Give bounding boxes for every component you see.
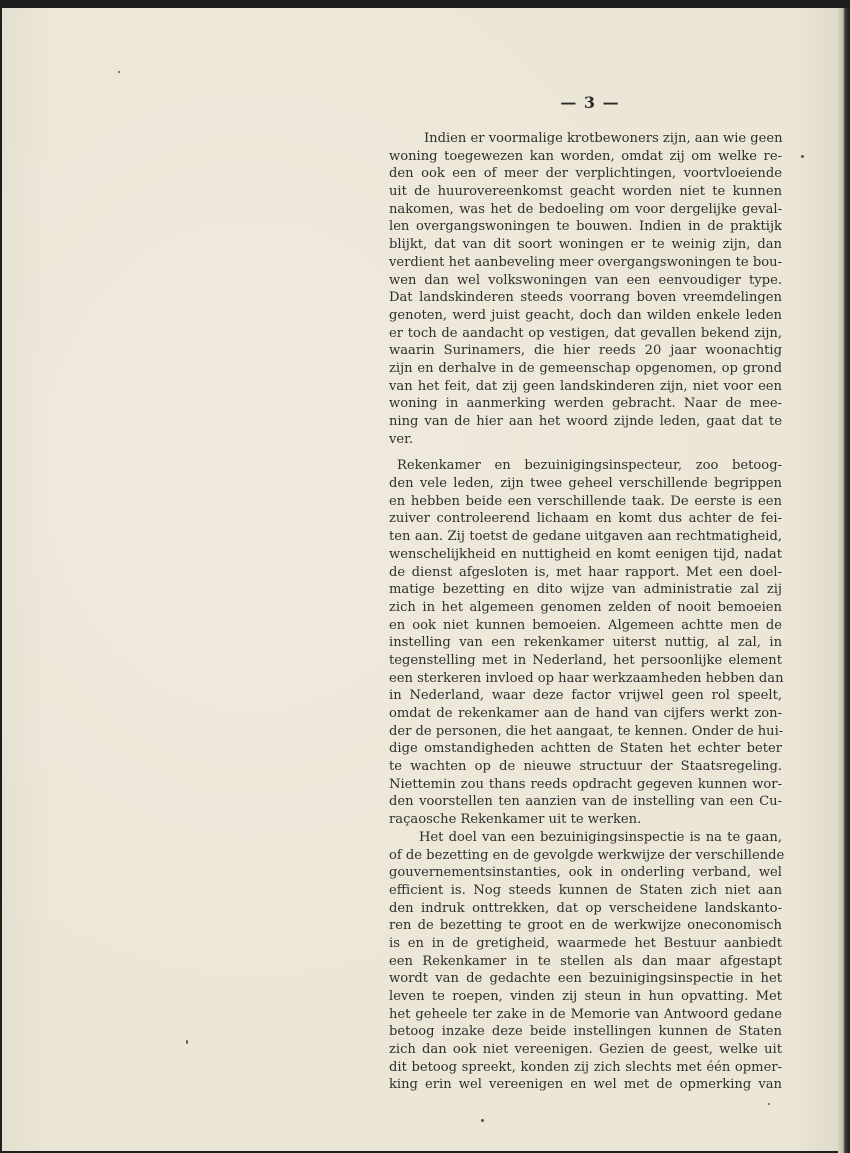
text-line: van het feit, dat zij geen landskinderen zijn, niet voor een	[389, 378, 782, 394]
text-line: is en in de gretigheid, waarmede het Bestuur aanbiedt	[389, 935, 782, 951]
text-line: len overgangswoningen te bouwen. Indien in de praktijk	[389, 219, 782, 235]
paper-speck	[801, 155, 804, 158]
text-line: een Rekenkamer in te stellen als dan maar afgestapt	[389, 953, 782, 969]
text-line: ver.	[389, 431, 414, 447]
text-line: ning van de hier aan het woord zijnde leden, gaat dat te	[389, 414, 782, 429]
text-line: waarin Surinamers, die hier reeds 20 jaar woonachtig	[389, 343, 782, 359]
text-line: den indruk onttrekken, dat op verscheidene landskanto-	[389, 900, 782, 916]
text-line: of de bezetting en de gevolgde werkwijze der verschillende	[389, 847, 785, 863]
paragraph-gap	[389, 448, 782, 457]
text-line: er toch de aandacht op vestigen, dat gevallen bekend zijn,	[389, 325, 782, 341]
text-line: tegenstelling met in Nederland, het persoonlijke element	[389, 652, 782, 668]
page-number: — 3 —	[560, 93, 620, 112]
text-line: Rekenkamer en bezuinigingsinspecteur, zoo betoog-	[397, 458, 782, 474]
text-column	[389, 130, 785, 1094]
text-line: matige bezetting en dito wijze van administratie zal zij	[389, 582, 782, 598]
paper-speck	[768, 1103, 770, 1105]
text-line: Dat landskinderen steeds voorrang boven vreemdelingen	[389, 290, 782, 306]
text-line: blijkt, dat van dit soort woningen er te weinig zijn, dan	[389, 237, 782, 253]
paper-speck	[186, 1040, 188, 1044]
text-line: uit de huurovereenkomst geacht worden niet te kunnen	[389, 184, 782, 200]
text-line: Het doel van een bezuinigingsinspectie is na te gaan,	[419, 829, 782, 845]
text-line: een sterkeren invloed op haar werkzaamheden hebben dan	[389, 670, 784, 686]
page-edge-shadow	[838, 8, 850, 1153]
text-line: omdat de rekenkamer aan de hand van cijfers werkt zon-	[389, 706, 782, 721]
text-line: dige omstandigheden achtten de Staten het echter beter	[389, 741, 782, 757]
text-line: wenschelijkheid en nuttigheid en komt eenigen tijd, nadat	[389, 546, 782, 562]
text-line: en hebben beide een verschillende taak. De eerste is een	[389, 493, 782, 509]
text-line: zich dan ook niet vereenigen. Gezien de geest, welke uit	[389, 1042, 782, 1058]
text-line: king erin wel vereenigen en wel met de opmerking van	[389, 1077, 782, 1093]
text-line: raçaosche Rekenkamer uit te werken.	[389, 812, 642, 828]
text-line: wordt van de gedachte een bezuinigingsinspectie in het	[389, 971, 782, 987]
text-line: zuiver controleerend lichaam en komt dus achter de fei-	[389, 511, 782, 527]
text-line: nakomen, was het de bedoeling om voor dergelijke geval-	[389, 201, 782, 217]
text-line: en ook niet kunnen bemoeien. Algemeen achtte men de	[389, 617, 782, 633]
paragraph-2	[389, 457, 782, 828]
paragraph-3	[389, 829, 785, 1094]
text-line: zich in het algemeen genomen zelden of nooit bemoeien	[389, 599, 782, 615]
text-line: genoten, werd juist geacht, doch dan wilden enkele leden	[389, 307, 782, 323]
text-line: ten aan. Zij toetst de gedane uitgaven aan rechtmatigheid,	[389, 529, 782, 545]
paper-speck	[481, 1119, 484, 1122]
text-line: efficient is. Nog steeds kunnen de Staten zich niet aan	[389, 882, 782, 898]
text-line: woning in aanmerking werden gebracht. Naar de mee-	[389, 396, 782, 412]
text-line: den ook een of meer der verplichtingen, voortvloeiende	[389, 166, 782, 182]
text-line: ren de bezetting te groot en de werkwijze oneconomisch	[389, 918, 782, 934]
text-line: instelling van een rekenkamer uiterst nuttig, al zal, in	[389, 635, 782, 651]
text-line: te wachten op de nieuwe structuur der Staatsregeling.	[389, 759, 782, 775]
text-line: leven te roepen, vinden zij steun in hun opvatting. Met	[389, 989, 782, 1004]
text-line: den voorstellen ten aanzien van de instelling van een Cu-	[389, 794, 782, 810]
paper-speck	[118, 71, 120, 73]
text-line: Indien er voormalige krotbewoners zijn, aan wie geen	[424, 131, 783, 146]
text-line: woning toegewezen kan worden, omdat zij om welke re-	[389, 148, 782, 164]
text-line: betoog inzake deze beide instellingen kunnen de Staten	[389, 1024, 782, 1040]
text-line: dit betoog spreekt, konden zij zich slechts met één opmer-	[389, 1059, 782, 1075]
text-line: de dienst afgesloten is, met haar rapport. Met een doel-	[389, 564, 782, 580]
text-line: gouvernementsinstanties, ook in onderling verband, wel	[389, 865, 782, 881]
text-line: in Nederland, waar deze factor vrijwel geen rol speelt,	[389, 688, 782, 704]
text-line: het geheele ter zake in de Memorie van Antwoord gedane	[389, 1006, 782, 1022]
text-line: zijn en derhalve in de gemeenschap opgenomen, op grond	[389, 360, 782, 376]
text-line: den vele leden, zijn twee geheel verschillende begrippen	[389, 476, 782, 492]
paragraph-1	[389, 130, 782, 448]
text-line: verdient het aanbeveling meer overgangswoningen te bou-	[389, 254, 782, 270]
text-line: Niettemin zou thans reeds opdracht gegeven kunnen wor-	[389, 776, 782, 792]
text-line: wen dan wel volkswoningen van een eenvoudiger type.	[389, 272, 782, 288]
text-line: der de personen, die het aangaat, te kennen. Onder de hui-	[389, 723, 784, 739]
